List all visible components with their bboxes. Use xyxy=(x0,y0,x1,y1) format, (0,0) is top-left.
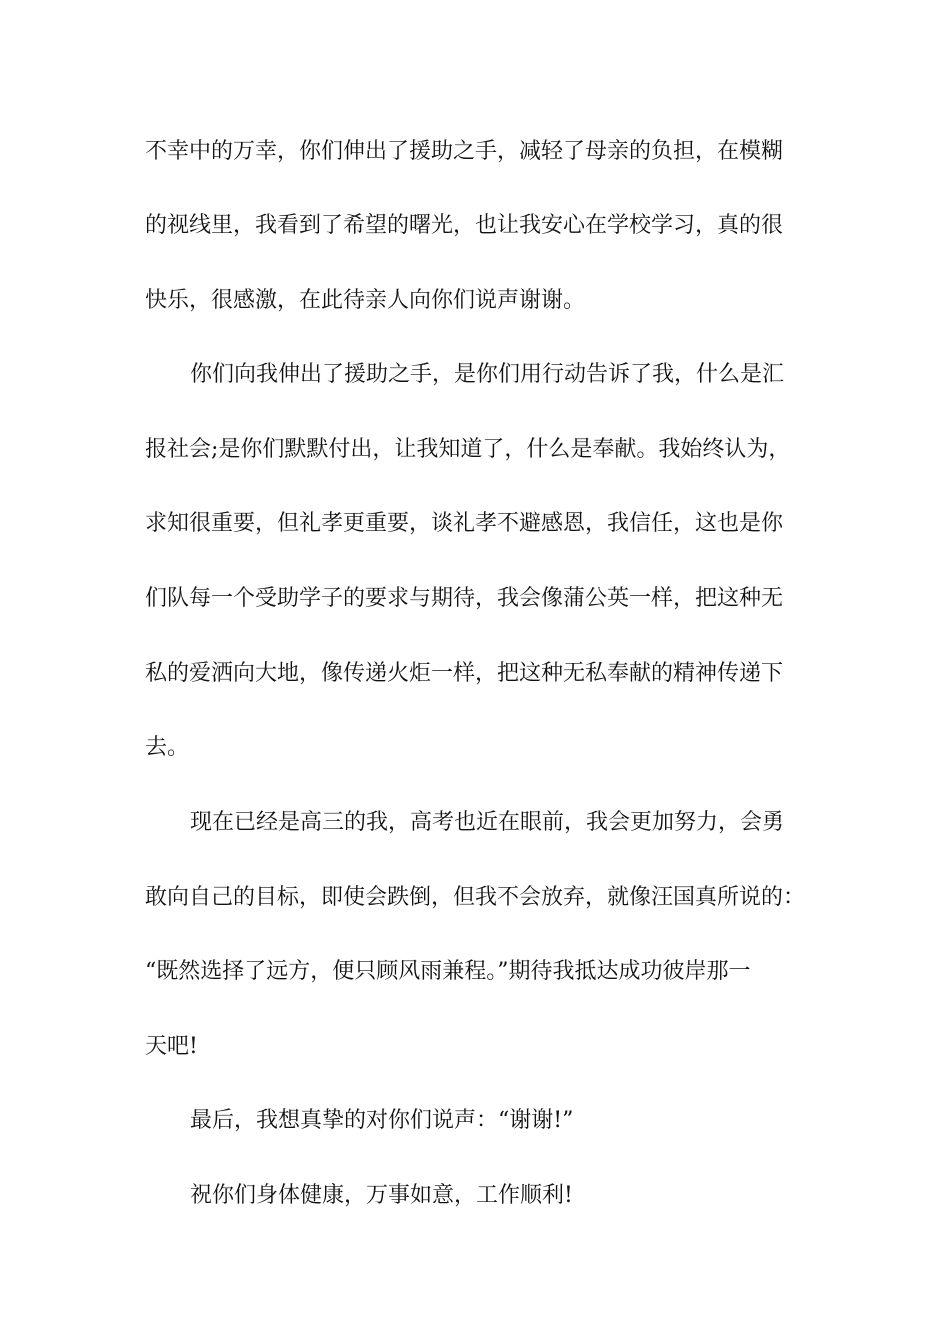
paragraph-first-line: 祝你们身体健康，万事如意，工作顺利! xyxy=(190,1183,573,1208)
text-line: “既然选择了远方，便只顾风雨兼程。”期待我抵达成功彼岸那一 xyxy=(145,959,751,984)
text-line: 去。 xyxy=(145,735,190,760)
paragraph-first-line: 最后，我想真挚的对你们说声：“谢谢!” xyxy=(190,1108,574,1133)
text-line: 快乐，很感激，在此待亲人向你们说声谢谢。 xyxy=(145,288,586,313)
text-line: 不幸中的万幸，你们伸出了援助之手，减轻了母亲的负担，在模糊 xyxy=(145,139,784,164)
paragraph-first-line: 你们向我伸出了援助之手，是你们用行动告诉了我，什么是汇 xyxy=(190,362,785,387)
text-line: 报社会;是你们默默付出，让我知道了，什么是奉献。我始终认为， xyxy=(145,437,791,462)
text-line: 求知很重要，但礼孝更重要，谈礼孝不避感恩，我信任，这也是你 xyxy=(145,511,784,536)
text-line: 天吧! xyxy=(145,1034,198,1059)
text-line: 们队每一个受助学子的要求与期待，我会像蒲公英一样，把这种无 xyxy=(145,586,784,611)
text-line: 敢向自己的目标，即使会跌倒，但我不会放弃，就像汪国真所说的： xyxy=(145,885,806,910)
text-line: 的视线里，我看到了希望的曙光，也让我安心在学校学习，真的很 xyxy=(145,213,784,238)
text-line: 私的爱洒向大地，像传递火炬一样，把这种无私奉献的精神传递下 xyxy=(145,661,784,686)
paragraph-first-line: 现在已经是高三的我，高考也近在眼前，我会更加努力，会勇 xyxy=(190,810,785,835)
